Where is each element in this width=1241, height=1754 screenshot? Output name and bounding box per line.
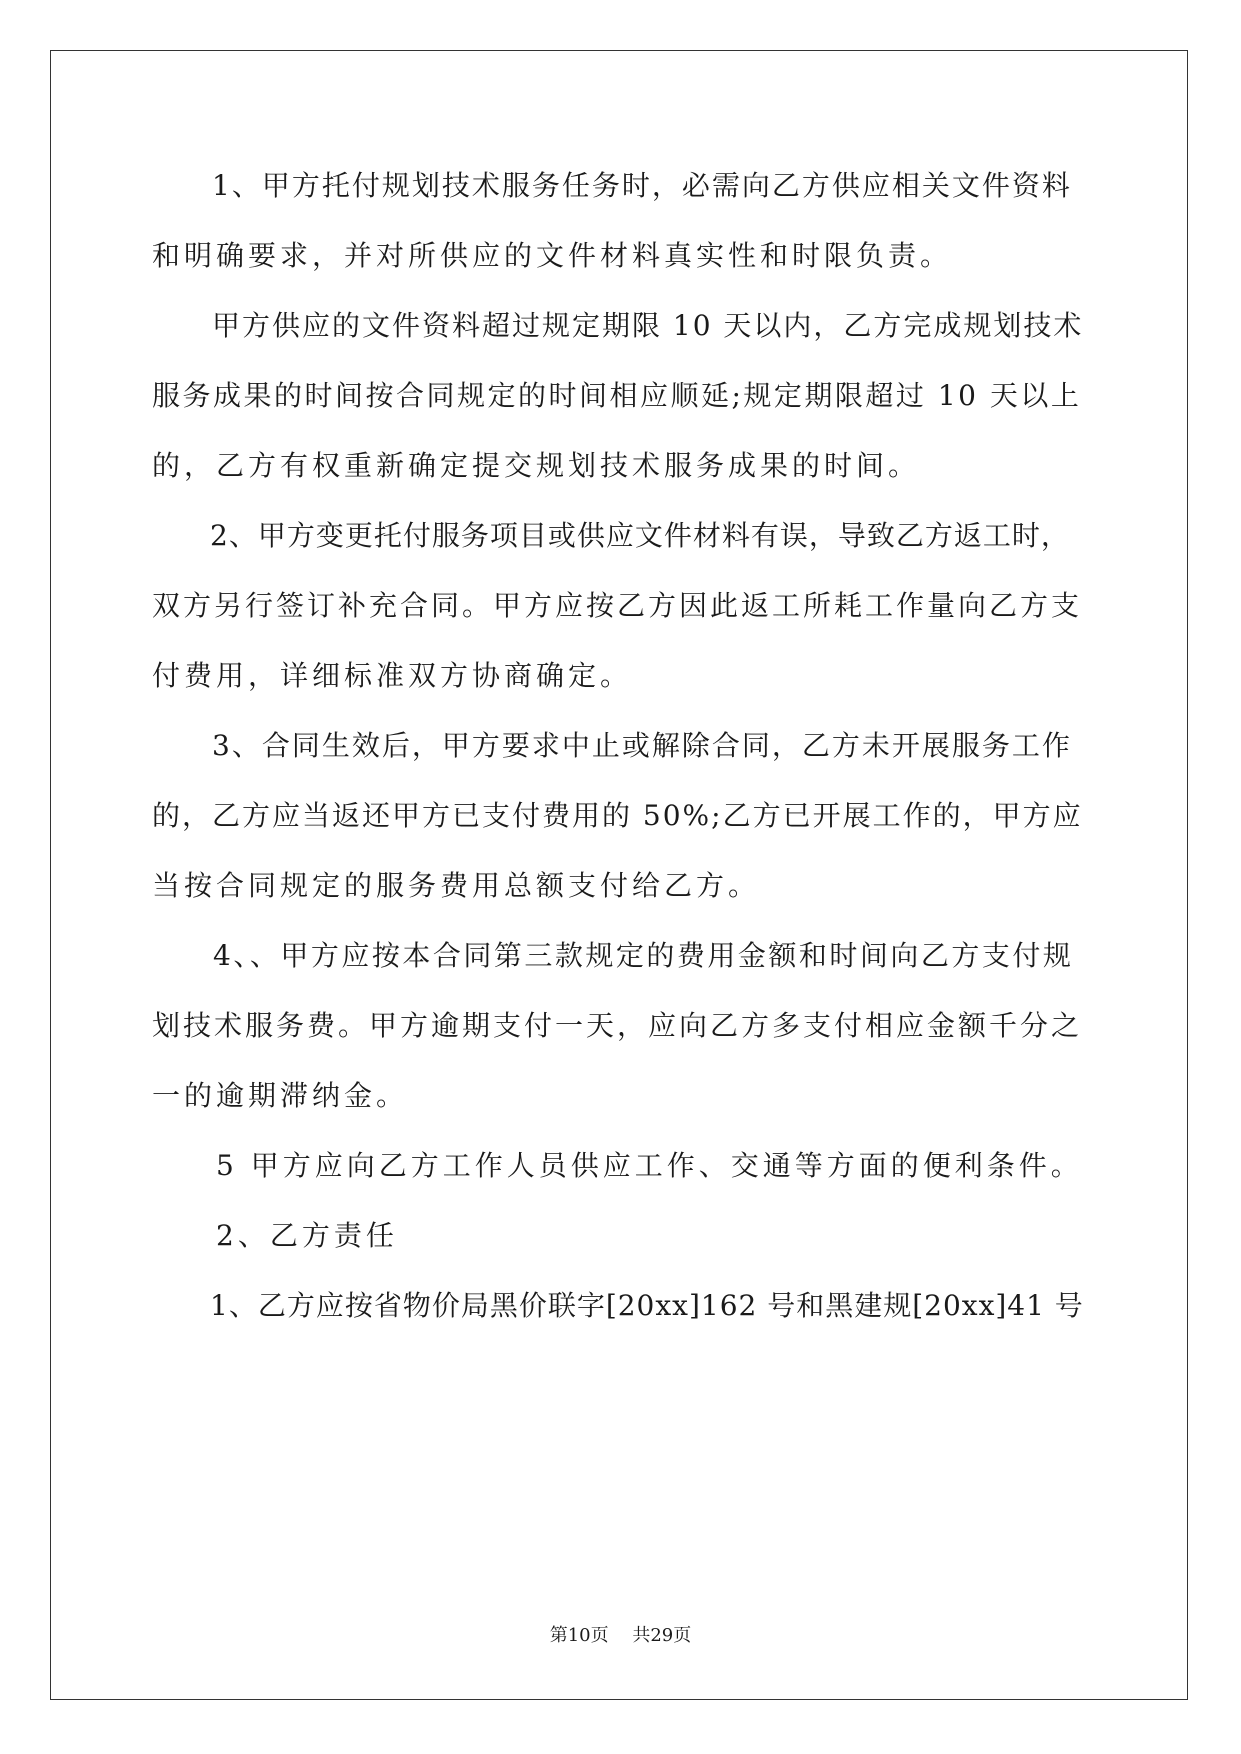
text-line: 4、、甲方应按本合同第三款规定的费用金额和时间向乙方支付规 [152,939,1074,972]
text-line: 1、甲方托付规划技术服务任务时，必需向乙方供应相关文件资料 [152,169,1072,202]
text-line: 5 甲方应向乙方工作人员供应工作、交通等方面的便利条件。 [152,1149,1083,1182]
text-line: 2、甲方变更托付服务项目或供应文件材料有误，导致乙方返工时， [152,519,1070,552]
text-line: 3、合同生效后，甲方要求中止或解除合同，乙方未开展服务工作 [152,729,1072,762]
text-line: 一的逾期滞纳金。 [152,1079,409,1112]
text-line: 1、乙方应按省物价局黑价联字[20xx]162 号和黑建规[20xx]41 号 [152,1289,1084,1322]
text-line: 2、乙方责任 [152,1219,398,1252]
text-line: 当按合同规定的服务费用总额支付给乙方。 [152,869,761,902]
text-line: 甲方供应的文件资料超过规定期限 10 天以内，乙方完成规划技术 [152,309,1084,342]
text-line: 服务成果的时间按合同规定的时间相应顺延;规定期限超过 10 天以上 [152,379,1082,412]
text-line: 的，乙方有权重新确定提交规划技术服务成果的时间。 [152,449,921,482]
text-line: 的，乙方应当返还甲方已支付费用的 50%;乙方已开展工作的，甲方应 [152,799,1083,832]
text-line: 付费用，详细标准双方协商确定。 [152,659,633,692]
text-line: 双方另行签订补充合同。甲方应按乙方因此返工所耗工作量向乙方支 [152,589,1083,622]
text-line: 划技术服务费。甲方逾期支付一天，应向乙方多支付相应金额千分之 [152,1009,1083,1042]
page-number: 第10页 共29页 [549,1625,692,1646]
page-footer [0,1624,1241,1648]
text-line: 和明确要求，并对所供应的文件材料真实性和时限负责。 [152,239,953,272]
